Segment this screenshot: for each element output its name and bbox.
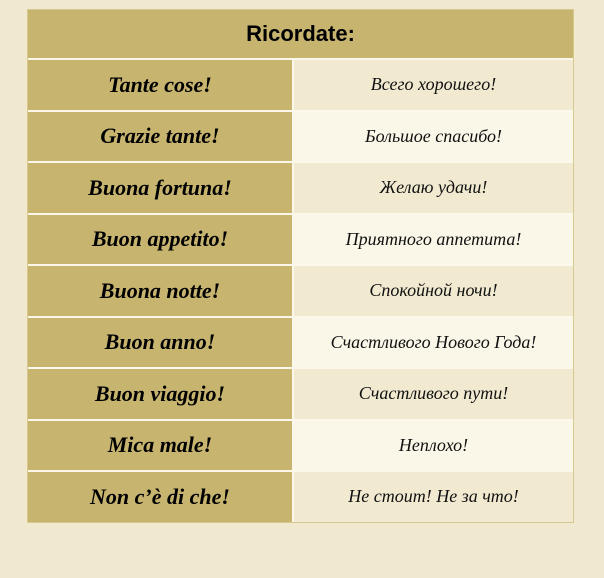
table-row [28, 112, 573, 164]
italian-phrase: Buona fortuna! [28, 163, 294, 213]
russian-translation: Счастливого пути! [294, 369, 573, 419]
russian-translation: Приятного аппетита! [294, 215, 573, 265]
italian-phrase: Buon appetito! [28, 215, 294, 265]
italian-phrase: Buon viaggio! [28, 369, 294, 419]
russian-translation: Не стоит! Не за что! [294, 472, 573, 522]
table-title: Ricordate: [28, 10, 573, 60]
table-row [28, 318, 573, 370]
table-row [28, 60, 573, 112]
russian-translation: Неплохо! [294, 421, 573, 471]
russian-translation: Счастливого Нового Года! [294, 318, 573, 368]
italian-phrase: Buon anno! [28, 318, 294, 368]
russian-translation: Спокойной ночи! [294, 266, 573, 316]
italian-phrase: Tante cose! [28, 60, 294, 110]
table-row [28, 472, 573, 522]
italian-phrase: Grazie tante! [28, 112, 294, 162]
table-row [28, 215, 573, 267]
italian-phrase: Mica male! [28, 421, 294, 471]
phrase-table [27, 9, 574, 523]
table-row [28, 266, 573, 318]
russian-translation: Желаю удачи! [294, 163, 573, 213]
russian-translation: Всего хорошего! [294, 60, 573, 110]
table-body [28, 60, 573, 522]
italian-phrase: Non c’è di che! [28, 472, 294, 522]
table-row [28, 163, 573, 215]
table-row [28, 369, 573, 421]
russian-translation: Большое спасибо! [294, 112, 573, 162]
italian-phrase: Buona notte! [28, 266, 294, 316]
table-row [28, 421, 573, 473]
